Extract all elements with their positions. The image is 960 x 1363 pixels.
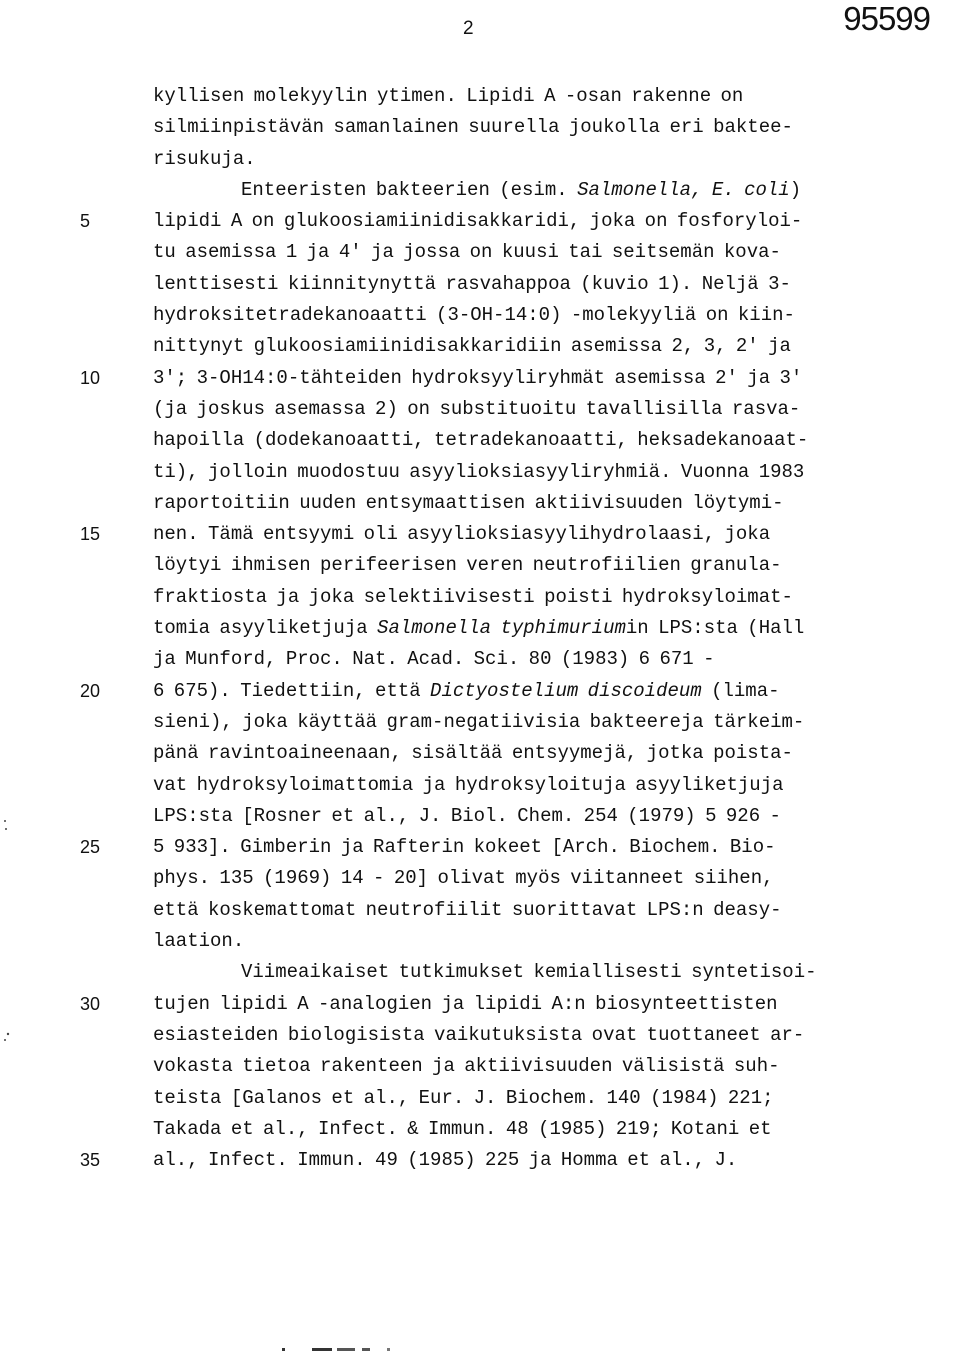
scan-speck [0, 1028, 14, 1048]
text-span: phys. 135 (1969) 14 - 20] olivat myös viitanneet siihen, [153, 867, 774, 890]
text-span: löytyi ihmisen perifeerisen veren neutrofiilien granula- [153, 554, 782, 577]
text-span: lenttisesti kiinnitynyttä rasvahappoa (kuvio 1). Neljä 3- [153, 272, 791, 295]
text-span: silmiinpistävän samanlainen suurella joukolla eri baktee- [153, 116, 793, 139]
text-span: laation. [153, 930, 245, 953]
text-line [153, 519, 883, 550]
text-span: (lima- [701, 679, 780, 702]
scan-speck [0, 817, 14, 837]
line-number: 15 [80, 524, 101, 545]
text-line [153, 550, 883, 581]
text-line [153, 863, 883, 894]
line-number: 10 [80, 367, 101, 388]
text-line [153, 770, 883, 801]
text-span: fraktiosta ja joka selektiivisesti poisti hydroksyloimat- [153, 585, 793, 608]
text-span: että koskemattomat neutrofiilit suorittavat LPS:n deasy- [153, 898, 782, 921]
line-number: 25 [80, 837, 101, 858]
text-line [153, 300, 883, 331]
text-line [153, 707, 883, 738]
text-line [153, 1020, 883, 1051]
text-line [153, 237, 883, 268]
text-line [153, 1145, 883, 1176]
text-line [153, 582, 883, 613]
text-span: in LPS:sta (Hall [625, 617, 805, 640]
text-line [153, 457, 883, 488]
text-line [153, 1051, 883, 1082]
page-number: 2 [463, 18, 474, 39]
line-number: 20 [80, 680, 101, 701]
text-span: kyllisen molekyylin ytimen. Lipidi A -osan rakenne on [153, 85, 744, 107]
text-span: vat hydroksyloimattomia ja hydroksyloituja asyyliketjuja [153, 773, 784, 796]
text-span: ) [789, 178, 802, 201]
text-span: 3'; 3-OH14:0-tähteiden hydroksyyliryhmät asemissa 2' ja 3' [153, 366, 803, 389]
text-span: Takada et al., Infect. & Immun. 48 (1985) 219; Kotani et [153, 1117, 772, 1140]
text-line [153, 832, 883, 863]
text-span: Enteeristen bakteerien (esim. [241, 178, 578, 201]
text-line [153, 206, 883, 237]
italic-span: Salmonella, E. coli [577, 178, 790, 201]
text-line [153, 895, 883, 926]
text-span: ja Munford, Proc. Nat. Acad. Sci. 80 (1983) 6 671 - [153, 648, 715, 671]
italic-span: Salmonella typhimurium [377, 617, 626, 640]
line-number: 30 [80, 993, 101, 1014]
text-span: hapoilla (dodekanoaatti, tetradekanoaatti, heksadekanoaat- [153, 429, 809, 452]
text-span: lipidi A on glukoosiamiinidisakkaridi, joka on fosforyloi- [153, 210, 803, 233]
italic-span: Dictyostelium discoideum [430, 679, 702, 702]
text-span: tu asemissa 1 ja 4' ja jossa on kuusi tai seitsemän kova- [153, 241, 781, 264]
text-span: 5 933]. Gimberin ja Rafterin kokeet [Arch. Biochem. Bio- [153, 836, 776, 859]
text-span: ti), jolloin muodostuu asyylioksiasyyliryhmiä. Vuonna 1983 [153, 460, 805, 483]
document-number: 95599 [843, 0, 930, 37]
text-line [153, 676, 883, 707]
text-span: al., Infect. Immun. 49 (1985) 225 ja Homma et al., J. [153, 1149, 738, 1172]
text-span: 6 675). Tiedettiin, että [153, 679, 431, 702]
text-line [153, 613, 883, 644]
text-line [153, 269, 883, 300]
text-span: LPS:sta [Rosner et al., J. Biol. Chem. 254 (1979) 5 926 - [153, 804, 781, 827]
text-line [153, 175, 883, 206]
text-line [153, 425, 883, 456]
text-line [153, 989, 883, 1020]
text-span: tujen lipidi A -analogien ja lipidi A:n biosynteettisten [153, 992, 778, 1015]
text-line [153, 144, 883, 175]
text-line [153, 926, 883, 957]
text-line [153, 1114, 883, 1145]
text-span: risukuja. [153, 147, 256, 170]
text-line [153, 801, 883, 832]
text-span: tomia asyyliketjuja [153, 617, 378, 640]
text-span: hydroksitetradekanoaatti (3-OH-14:0) -molekyyliä on kiin- [153, 304, 795, 327]
text-line [153, 363, 883, 394]
text-span: pänä ravintoaineenaan, sisältää entsyymejä, jotka poista- [153, 742, 793, 765]
text-line [153, 488, 883, 519]
text-span: sieni), joka käyttää gram-negatiivisia bakteereja tärkeim- [153, 710, 805, 733]
text-line [153, 112, 883, 143]
text-line [153, 394, 883, 425]
text-span: nen. Tämä entsyymi oli asyylioksiasyylihydrolaasi, joka [153, 523, 771, 546]
text-span: teista [Galanos et al., Eur. J. Biochem. 140 (1984) 221; [153, 1086, 774, 1109]
text-span: raportoitiin uuden entsymaattisen aktiivisuuden löytymi- [153, 491, 784, 514]
text-span: vokasta tietoa rakenteen ja aktiivisuuden välisistä suh- [153, 1055, 780, 1078]
text-line [153, 644, 883, 675]
text-line [153, 738, 883, 769]
text-line [153, 957, 883, 988]
text-span: Viimeaikaiset tutkimukset kemiallisesti syntetisoi- [241, 961, 817, 984]
body-text [153, 81, 883, 1176]
text-line [153, 331, 883, 362]
text-span: (ja joskus asemassa 2) on substituoitu tavallisilla rasva- [153, 397, 801, 420]
text-line [153, 81, 883, 112]
scan-artifact-marks [282, 1344, 392, 1354]
text-line [153, 1083, 883, 1114]
line-number: 35 [80, 1150, 101, 1171]
text-span: esiasteiden biologisista vaikutuksista ovat tuottaneet ar- [153, 1023, 805, 1046]
text-span: nittynyt glukoosiamiinidisakkaridiin asemissa 2, 3, 2' ja [153, 335, 791, 358]
line-number: 5 [80, 211, 91, 232]
